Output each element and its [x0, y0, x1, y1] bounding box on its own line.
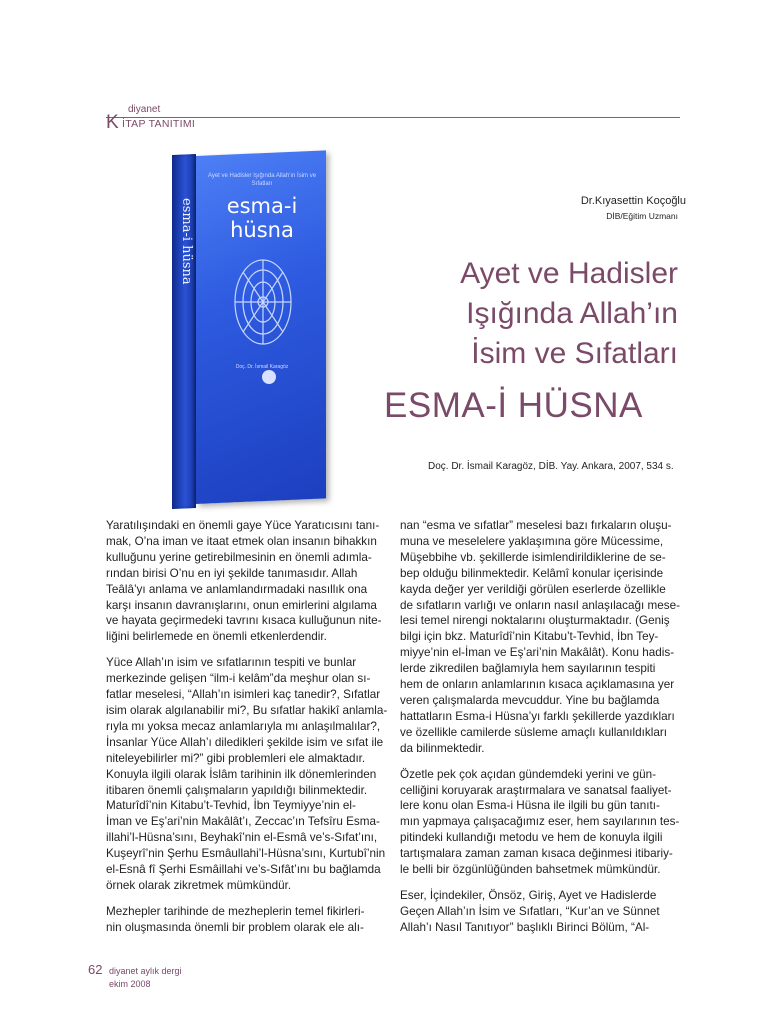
publisher-logo-icon	[262, 370, 276, 384]
section-title: İTAP TANITIMI	[122, 118, 196, 130]
rosette-icon	[230, 254, 296, 350]
author-name: Dr.Kıyasettin Koçoğlu	[580, 195, 686, 207]
book-cover-subtitle: Ayet ve Hadisler Işığında Allah'ın İsim ve Sıfatları	[207, 173, 317, 187]
paragraph: Eser, İçindekiler, Önsöz, Giriş, Ayet ve Hadislerde Geçen Allah’ın İsim ve Sıfatları, “Kur’an ve Sünnet Allah’ı Nasıl Tanıtıyor” başlıklı Birinci Bölüm, “Al-	[400, 888, 660, 934]
paragraph: Yüce Allah’ın isim ve sıfatlarının tespiti ve bunlar merkezinde gelişen “ilm-i kelâm”da meşhur olan sı- fatlar meselesi, “Allah’ın isimleri kaç tanedir?, Sıfatlar isim olarak algılanabilir mi?, Bu sıfatlar hakikî anlamla- rıyla mı yoksa mecaz anlamlarıyla mı anlaşılmalılar?, İnsanlar Yüce Allah’ı diledikleri şekilde isim ve sıfat ile niteleyebilirler mi?” gibi problemleri ele almaktadır. Konuyla ilgili olarak İslâm tarihinin ilk dönemlerinden itibaren önemli çalışmaların yapıldığı bilinmektedir. Maturîdî’nin Kitabu’t-Tevhid, İbn Teymiyye’nin el- İman ve Eş’ari’nin Makâlât’ı, Zeccac’ın Tefsîru Esma- illahi’l-Hüsna’sını, Beyhakî’nin el-Esmâ ve’s-Sıfat’ını, Kuşeyrî’nin Şerhu Esmâullahi’l-Hüsna’sını, Kurtubî’nin el-Esnâ fî Şerhi Esmâillahi ve’s-Sıfât’ını bu bağlamda örnek olarak zikretmek mümkündür.	[106, 656, 388, 892]
paragraph: Özetle pek çok açıdan gündemdeki yerini ve gün- celliğini koruyarak araştırmalara ve sanatsal faaliyet- lere konu olan Esma-i Hüsna ile ilgili bu gün tanıtı- mın yapmaya çalışacağımız eser, hem sayılarının tes- pitindeki kullandığı metodu ve hem de konuyla ilgili tartışmalara zaman zaman kısaca değinmesi itibariy- le belli bir özgünlüğünden bahsetmek mümkündür.	[400, 767, 680, 877]
body-column-right	[400, 518, 698, 946]
footer-issue: ekim 2008	[109, 979, 151, 989]
article-title: ESMA-İ HÜSNA	[384, 386, 643, 425]
book-cover-image	[112, 146, 348, 516]
paragraph: Mezhepler tarihinde de mezheplerin temel fikirleri- nin oluşmasında önemli bir problem olarak ele alı-	[106, 904, 365, 934]
magazine-label: diyanet	[128, 104, 161, 115]
subtitle-line-1: Ayet ve Hadisler	[460, 257, 678, 290]
page-number: 62	[88, 962, 103, 977]
book-cover-author: Doç. Dr. İsmail Karagöz	[235, 364, 289, 370]
paragraph: Yaratılışındaki en önemli gaye Yüce Yaratıcısını tanı- mak, O’na iman ve itaat etmek olan insanın bihakkın kulluğunu yerine getirebilmesinin en önemli adımla- rından birisi O’nu en iyi şekilde tanımasıdır. Allah Teâlâ’yı anlama ve anlamlandırmadaki nasıllık ona karşı insanın davranışlarını, onun emirlerini algılama ve hayata geçirmedeki tavrını kısaca kulluğunun nite- liğini belirlemede en önemli etkenlerdendir.	[106, 519, 382, 644]
book-reference: Doç. Dr. İsmail Karagöz, DİB. Yay. Ankara, 2007, 534 s.	[428, 461, 674, 472]
body-column-left	[106, 518, 404, 946]
book-cover-title: esma-i hüsna	[226, 194, 298, 242]
footer-magazine: diyanet aylık dergi	[109, 966, 182, 976]
book-spine-title: esma-i hüsna	[179, 197, 194, 285]
section-initial: K	[106, 112, 119, 133]
author-role: DİB/Eğitim Uzmanı	[606, 211, 678, 221]
paragraph: nan “esma ve sıfatlar” meselesi bazı fırkaların oluşu- muna ve meselelere yaklaşımına göre Mücessime, Müşebbihe vb. şekillerde isimlendirildiklerine de se- bep olduğu bilinmektedir. Kelâmî konular içerisinde kayda değer yer verildiği görülen eserlerde özellikle de sıfatların varlığı ve onların nasıl anlaşılacağı mese- lesi temel nirengi noktalarını oluşturmaktadır. (Geniş bilgi için bkz. Maturîdî’nin Kitabu’t-Tevhid, İbn Tey- miyye’nin el-İman ve Eş’ari’nin Makâlât). Konu hadis- lerde zikredilen bağlamıyla hem sayılarının tespiti hem de onların anlamlarının kısaca açıklamasına yer veren çalışmalarda mevcuddur. Yine bu bağlamda hattatların Esma-i Hüsna’yı farklı şekillerde yazdıkları ve özellikle camilerde süsleme amaçlı kullanıldıkları da bilinmektedir.	[400, 519, 680, 755]
article-subtitle	[338, 254, 678, 374]
subtitle-line-2: Işığında Allah’ın	[466, 297, 678, 330]
subtitle-line-3: İsim ve Sıfatları	[471, 337, 678, 370]
